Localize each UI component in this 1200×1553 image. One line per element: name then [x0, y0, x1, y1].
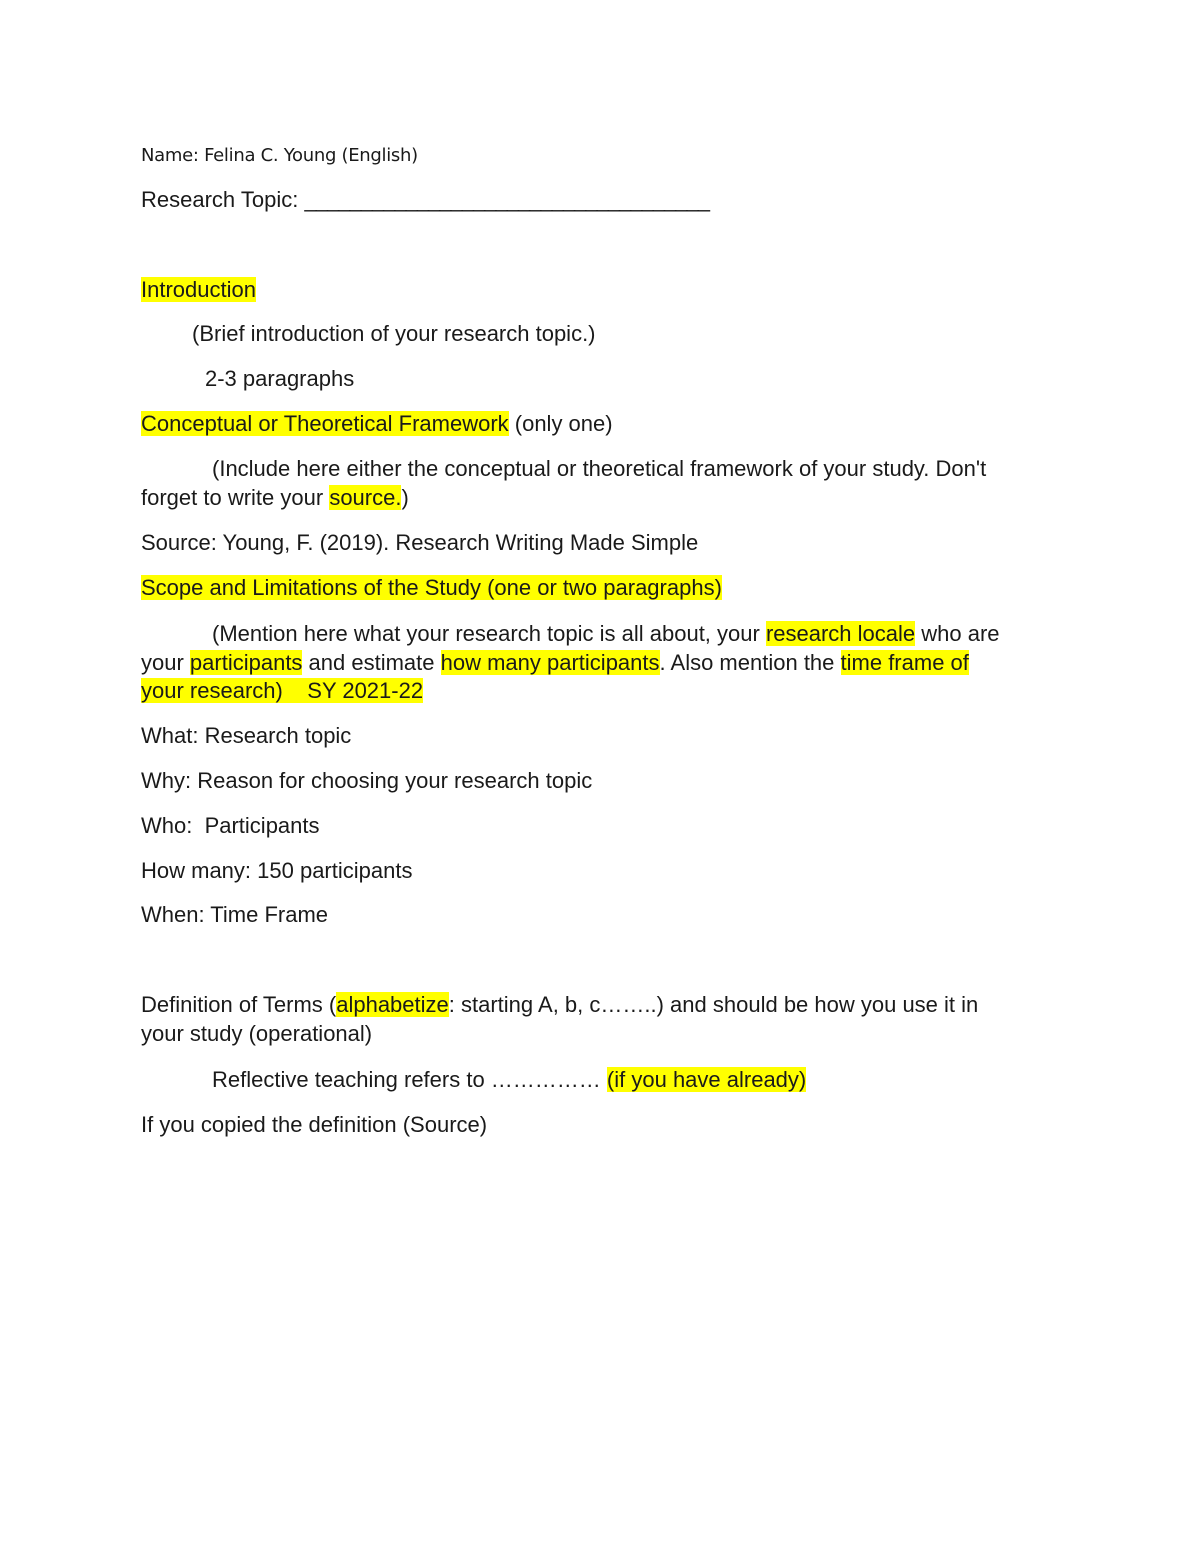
research-topic-label: Research Topic: — [141, 187, 299, 212]
definitions-l1-pre: Definition of Terms ( — [141, 992, 337, 1017]
scope-description-line3 — [141, 677, 423, 705]
introduction-heading — [141, 276, 256, 304]
introduction-length-text: 2-3 paragraphs — [205, 366, 355, 391]
definitions-source-note — [141, 1111, 487, 1139]
scope-what — [141, 722, 351, 750]
definitions-line2 — [141, 1020, 372, 1048]
scope-sy-highlight: your research) SY 2021-22 — [141, 678, 424, 703]
scope-when — [141, 901, 328, 929]
scope-why-text: Why: Reason for choosing your research topic — [141, 768, 593, 793]
framework-source — [141, 529, 698, 557]
scope-description-line1 — [212, 620, 1000, 648]
definitions-example — [212, 1066, 806, 1094]
scope-l2-pre: your — [141, 650, 190, 675]
scope-why — [141, 767, 592, 795]
scope-l2-mid: and estimate — [302, 650, 441, 675]
scope-l1-pre: (Mention here what your research topic is all about, your — [212, 621, 766, 646]
research-topic-blank: ____________________________________ — [304, 187, 709, 212]
definitions-example-pre: Reflective teaching refers to …………… — [212, 1067, 607, 1092]
framework-description-post: ) — [401, 485, 409, 510]
framework-description-text: (Include here either the conceptual or theoretical framework of your study. Don't — [212, 456, 987, 481]
scope-time-frame-highlight: time frame of — [840, 650, 969, 675]
definitions-example-highlight: (if you have already) — [606, 1067, 807, 1092]
scope-description-line2 — [141, 649, 969, 677]
introduction-length — [205, 365, 354, 393]
framework-description-line2 — [141, 484, 409, 512]
scope-how-many-text: How many: 150 participants — [141, 858, 413, 883]
framework-description-pre: forget to write your — [141, 485, 330, 510]
framework-source-highlight: source. — [329, 485, 402, 510]
scope-l1-post: who are — [915, 621, 1000, 646]
definitions-alphabetize-highlight: alphabetize — [336, 992, 449, 1017]
scope-when-text: When: Time Frame — [141, 902, 329, 927]
scope-how-many — [141, 857, 412, 885]
framework-source-text: Source: Young, F. (2019). Research Writing Made Simple — [141, 530, 699, 555]
scope-who — [141, 812, 320, 840]
framework-heading-text: Conceptual or Theoretical Framework — [141, 411, 509, 436]
definitions-line1 — [141, 991, 978, 1019]
scope-how-many-highlight: how many participants — [440, 650, 660, 675]
scope-heading-text: Scope and Limitations of the Study (one or two paragraphs) — [141, 575, 722, 600]
scope-participants-highlight: participants — [189, 650, 303, 675]
scope-heading — [141, 574, 722, 602]
scope-locale-highlight: research locale — [765, 621, 916, 646]
definitions-source-note-text: If you copied the definition (Source) — [141, 1112, 488, 1137]
definitions-l2-text: your study (operational) — [141, 1021, 373, 1046]
framework-description-line1 — [212, 455, 986, 483]
name-line — [141, 142, 418, 170]
research-topic-line — [141, 186, 709, 214]
introduction-description — [192, 320, 596, 348]
scope-l2-post: . Also mention the — [659, 650, 841, 675]
definitions-l1-post: : starting A, b, c……..) and should be how you use it in — [448, 992, 979, 1017]
introduction-description-text: (Brief introduction of your research topic.) — [192, 321, 596, 346]
introduction-heading-text: Introduction — [141, 277, 256, 302]
scope-who-text: Who: Participants — [141, 813, 320, 838]
framework-heading-note: (only one) — [508, 411, 613, 436]
framework-heading — [141, 410, 613, 438]
name-text: Name: Felina C. Young (English) — [141, 145, 418, 166]
scope-what-text: What: Research topic — [141, 723, 352, 748]
